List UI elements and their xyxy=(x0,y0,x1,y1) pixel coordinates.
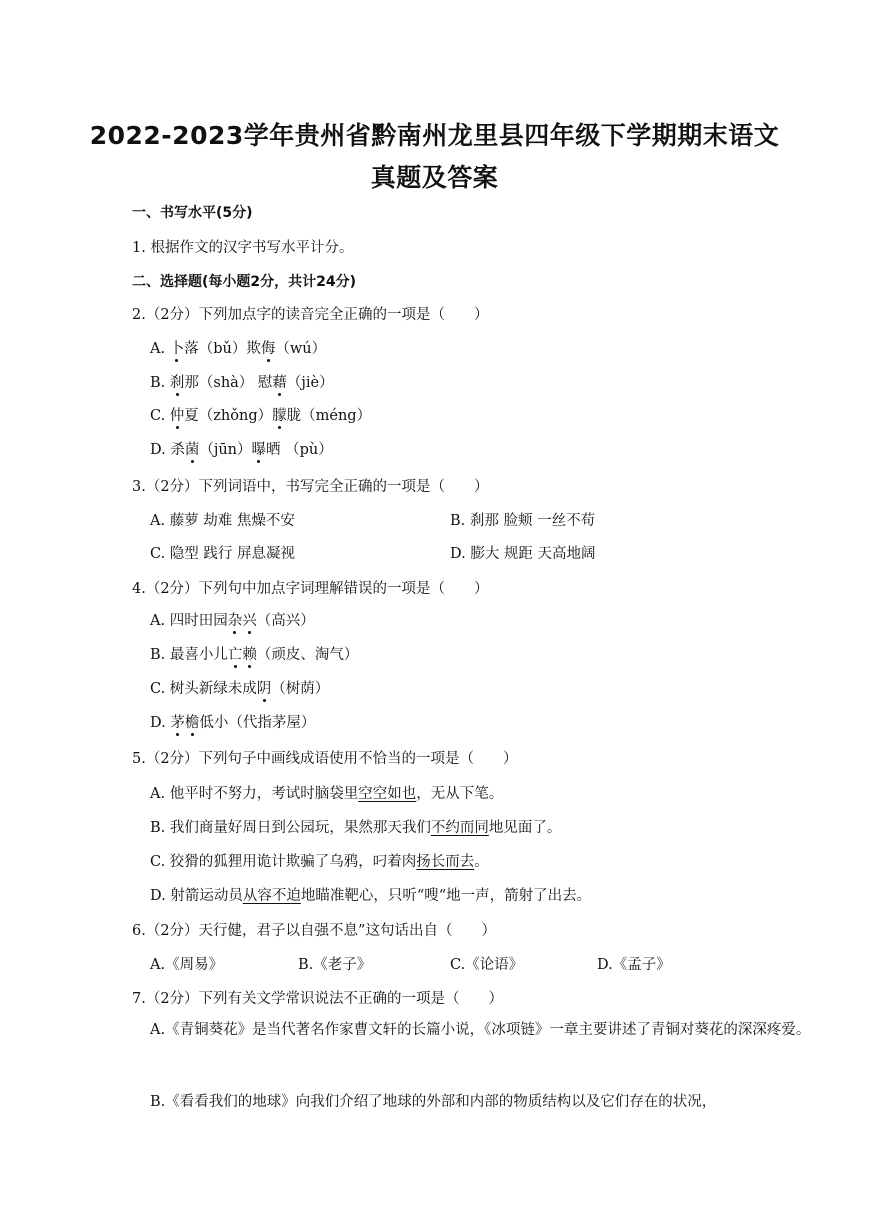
question-3-stem: 3.（2分）下列词语中，书写完全正确的一项是（ ） xyxy=(132,479,489,495)
question-4-option-b: B. 最喜小儿亡赖（顽皮、淘气） xyxy=(150,647,359,663)
question-2-stem: 2.（2分）下列加点字的读音完全正确的一项是（ ） xyxy=(132,307,489,323)
question-2-option-c: C. 仲夏（zhǒng）朦胧（méng） xyxy=(150,408,372,424)
question-2-option-d: D. 杀菌（jūn）曝晒 （pù） xyxy=(150,442,333,458)
question-5-stem: 5.（2分）下列句子中画线成语使用不恰当的一项是（ ） xyxy=(132,751,518,767)
question-7-option-b: B.《看看我们的地球》向我们介绍了地球的外部和内部的物质结构以及它们存在的状况， xyxy=(150,1094,717,1110)
question-6-stem: 6.（2分）天行健，君子以自强不息”这句话出自（ ） xyxy=(132,923,496,939)
question-5-option-c: C. 狡猾的狐狸用诡计欺骗了乌鸦，叼着肉扬长而去。 xyxy=(150,854,489,870)
question-2-option-a: A. 卜落（bǔ）欺侮（wú） xyxy=(150,341,327,357)
document-title-line2: 真题及答案 xyxy=(370,163,499,192)
question-4-option-c: C. 树头新绿未成阴（树荫） xyxy=(150,681,330,697)
question-6-option-d: D.《孟子》 xyxy=(597,957,671,973)
question-6-option-c: C.《论语》 xyxy=(450,957,524,973)
question-4-stem: 4.（2分）下列句中加点字词理解错误的一项是（ ） xyxy=(132,581,489,597)
section1-heading: 一、书写水平(5分) xyxy=(132,205,253,221)
question-6-option-b: B.《老子》 xyxy=(298,957,372,973)
question-4-option-d: D. 茅檐低小（代指茅屋） xyxy=(150,715,316,731)
question-6-option-a: A.《周易》 xyxy=(150,957,224,973)
question-5-option-a: A. 他平时不努力，考试时脑袋里空空如也，无从下笔。 xyxy=(150,786,504,802)
question-3-option-b: B. 刹那 脸颊 一丝不苟 xyxy=(450,513,596,529)
question-2-option-b: B. 刹那（shà） 慰藉（jiè） xyxy=(150,375,334,391)
section2-heading: 二、选择题(每小题2分，共计24分) xyxy=(132,274,357,290)
question-5-option-b: B. 我们商量好周日到公园玩，果然那天我们不约而同地见面了。 xyxy=(150,820,562,836)
question-4-option-a: A. 四时田园杂兴（高兴） xyxy=(150,613,315,629)
question-3-option-a: A. 藤萝 劫难 焦燥不安 xyxy=(150,513,295,529)
question-3-option-d: D. 膨大 规距 天高地阔 xyxy=(450,546,596,562)
question-7-stem: 7.（2分）下列有关文学常识说法不正确的一项是（ ） xyxy=(132,991,504,1007)
question-7-option-a: A.《青铜葵花》是当代著名作家曹文轩的长篇小说，《冰项链》一章主要讲述了青铜对葵花的深深疼爱。 xyxy=(150,1022,811,1038)
question-1: 1. 根据作文的汉字书写水平计分。 xyxy=(132,240,354,256)
question-3-option-c: C. 隐型 践行 屏息凝视 xyxy=(150,546,296,562)
document-title-line1: 2022-2023学年贵州省黔南州龙里县四年级下学期期末语文 xyxy=(89,121,780,150)
question-5-option-d: D. 射箭运动员从容不迫地瞄准靶心，只听“嗖“地一声，箭射了出去。 xyxy=(150,888,592,904)
